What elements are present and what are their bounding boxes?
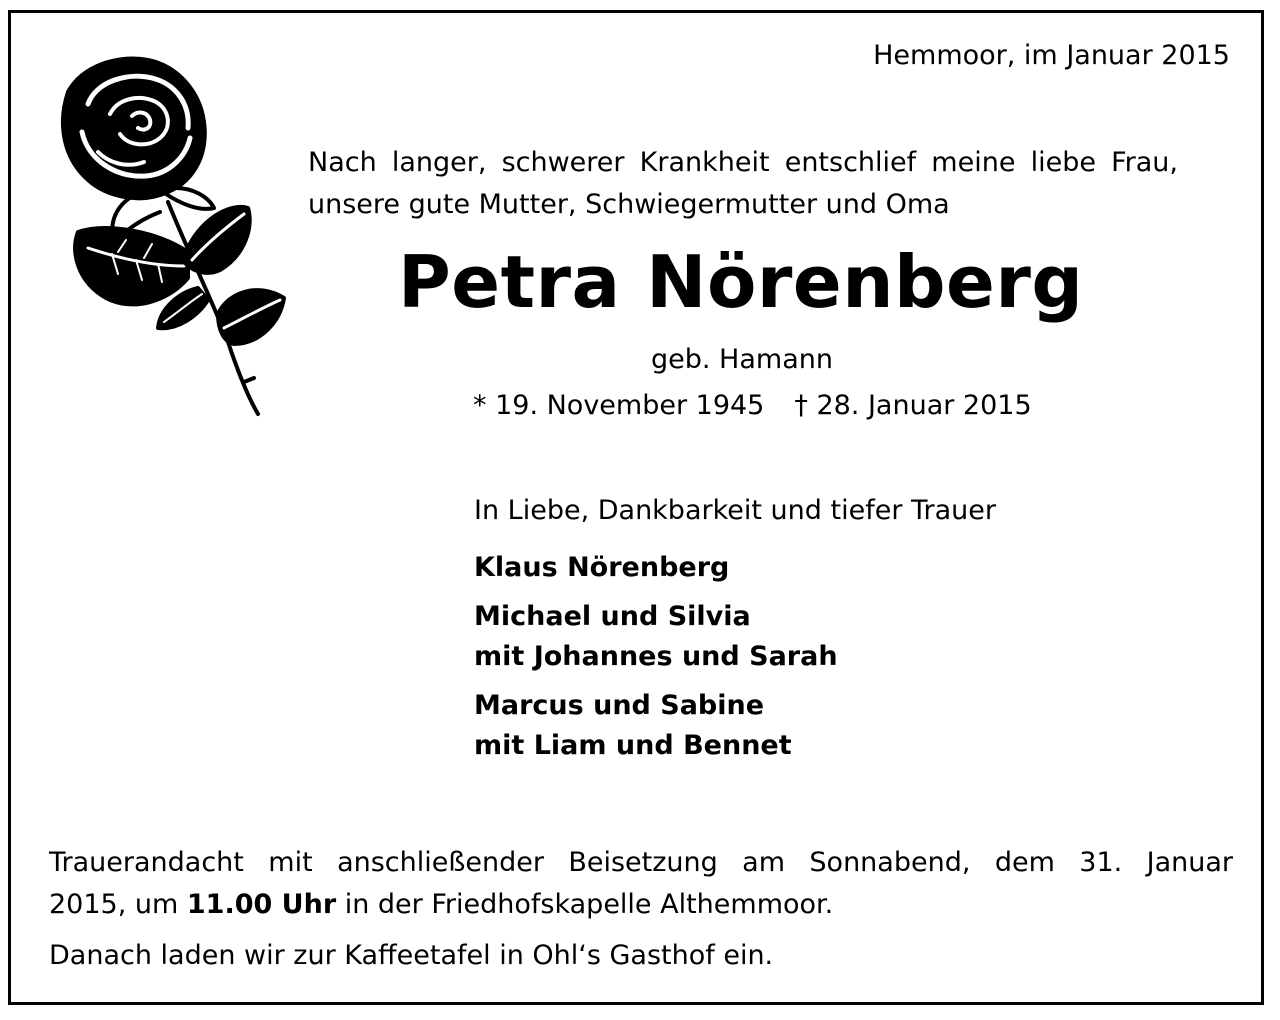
intro-line-1: Nach langer, schwerer Krankheit entschlief meine liebe Frau, bbox=[308, 147, 1178, 178]
service-line-1: Trauerandacht mit anschließender Beisetzung am Sonnabend, dem 31. Januar bbox=[49, 847, 1233, 878]
service-time: 11.00 Uhr bbox=[186, 889, 337, 920]
service-text bbox=[49, 842, 1233, 926]
birth-name: geb. Hamann bbox=[651, 344, 833, 375]
intro-line-2: unsere gute Mutter, Schwiegermutter und Oma bbox=[308, 189, 950, 220]
intro-text bbox=[308, 142, 1178, 226]
service-line-2-end: in der Friedhofskapelle Althemmoor. bbox=[336, 889, 834, 920]
birth-date: * 19. November 1945 bbox=[473, 390, 765, 421]
deceased-name: Petra Nörenberg bbox=[398, 240, 1084, 324]
service-line-2 bbox=[49, 884, 1233, 926]
family-member: Marcus und Sabine bbox=[474, 690, 765, 721]
family-member: Michael und Silvia bbox=[474, 601, 751, 632]
family-member: mit Liam und Bennet bbox=[474, 730, 792, 761]
family-member: mit Johannes und Sarah bbox=[474, 641, 838, 672]
mourning-line: In Liebe, Dankbarkeit und tiefer Trauer bbox=[474, 495, 996, 526]
life-dates bbox=[473, 390, 1032, 421]
after-line: Danach laden wir zur Kaffeetafel in Ohl‘s Gasthof ein. bbox=[49, 940, 774, 971]
service-line-2-start: 2015, um bbox=[49, 889, 187, 920]
family-member: Klaus Nörenberg bbox=[474, 552, 730, 583]
death-date: † 28. Januar 2015 bbox=[794, 390, 1032, 421]
rose-icon bbox=[48, 52, 288, 422]
place-date: Hemmoor, im Januar 2015 bbox=[873, 40, 1230, 71]
